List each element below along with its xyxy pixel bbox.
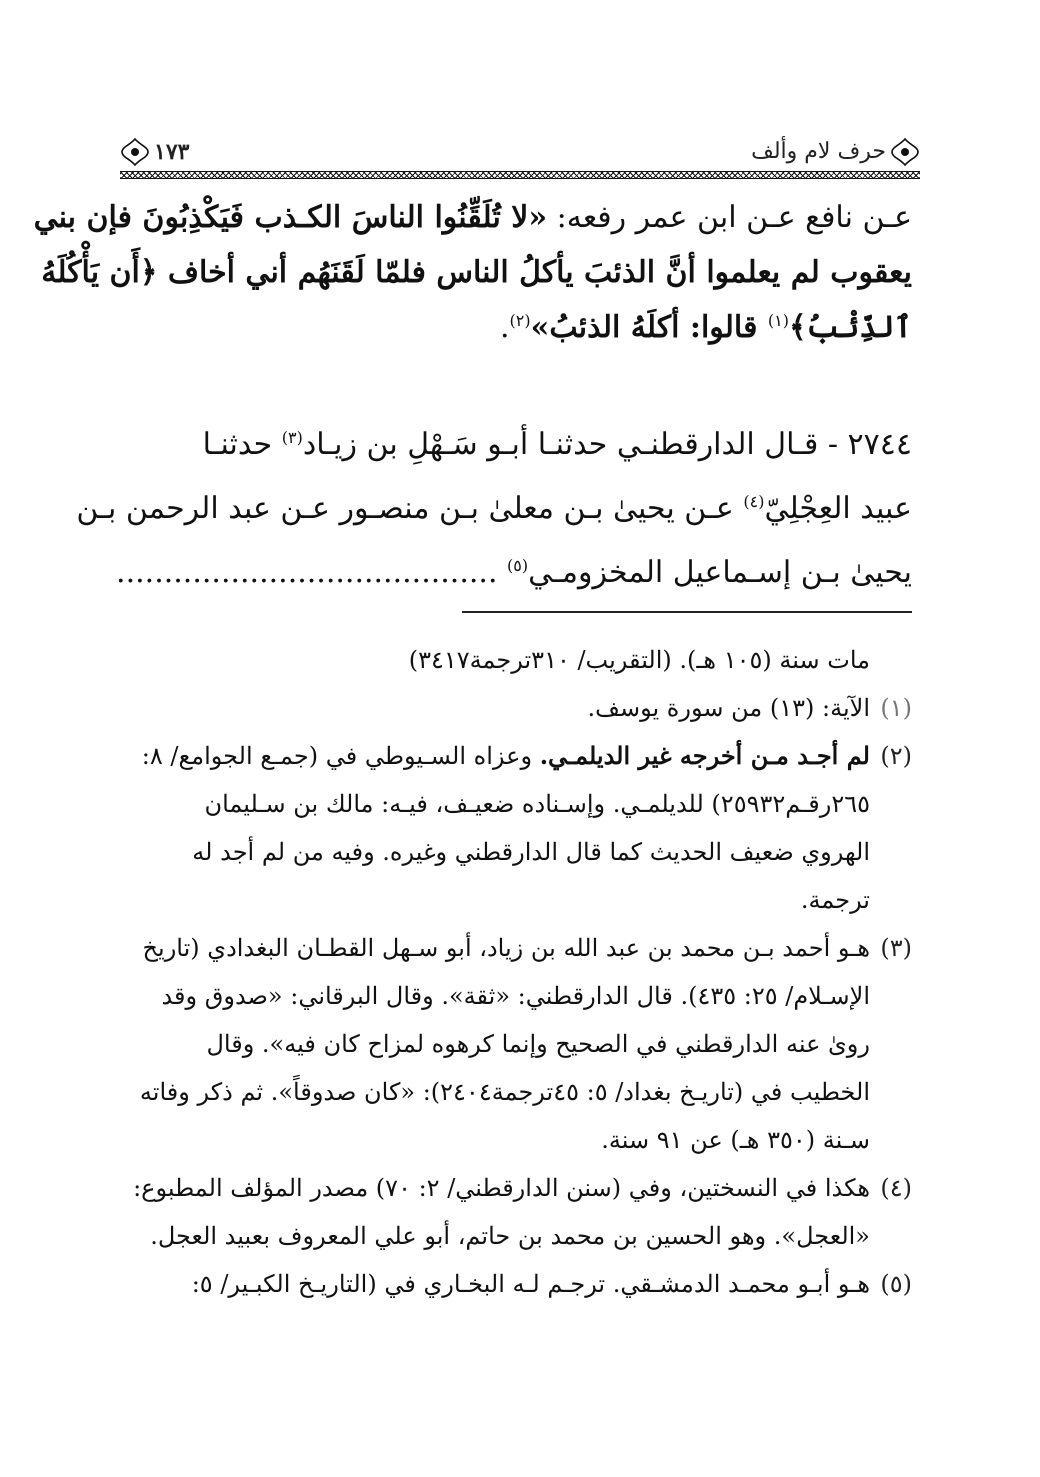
text-run: حدثنـا bbox=[202, 427, 282, 462]
text-line bbox=[76, 477, 912, 541]
footnote-text bbox=[132, 732, 870, 924]
chapter-title: حرف لام وألف bbox=[751, 139, 886, 164]
page-number: ١٧٣ bbox=[154, 139, 190, 165]
footnote-carryover bbox=[132, 636, 912, 684]
header-rule bbox=[120, 171, 920, 179]
footnote-ref: (١) bbox=[767, 311, 789, 330]
footnote-text: هـو أحمد بـن محمد بن عبد الله بن زياد، أبو سـهل القطـان البغدادي (تاريخ الإسـلام/ ٢٥: ٤٣٥). قال الدارقطني: «ثقة». وقال البرقاني: «صدوق وقد روىٰ عنه الدارقطني في الصحيح وإنما كرهوه لمزاح كان فيه». وقال الخطيب في (تاريـخ بغداد/ ٥: ٤٥ترجمة٢٤٠٤): «كان صدوقاً». ثم ذكر وفاته سـنة (٣٥٠ هـ) عن ٩١ سنة. bbox=[139, 934, 870, 1154]
footnote-4 bbox=[132, 1164, 912, 1260]
bold-run: «لا تُلَقِّنُوا الناسَ الكـذب فَيَكْذِبُونَ فإن بني bbox=[33, 200, 548, 235]
text-line: يعقوب لم يعلموا أنَّ الذئبَ يأكلُ الناس فلمّا لَقَنَهُم أني أخاف ﴿أَن يَأْكُلَهُ bbox=[41, 255, 912, 290]
footnote-ref: (٢) bbox=[509, 311, 531, 330]
footnote-1 bbox=[132, 684, 912, 732]
text-run: عبيد العِجْلِيّ bbox=[764, 491, 912, 526]
footnote-number: (٣) bbox=[880, 934, 912, 962]
text-run: . bbox=[499, 310, 510, 345]
footnote-ref: (٣) bbox=[281, 428, 303, 447]
hadith-paragraph-2 bbox=[76, 413, 912, 605]
bold-run: لم أجـد مـن أخرجه غير الديلمـي. bbox=[539, 741, 870, 770]
footnote-ref: (٥) bbox=[507, 556, 529, 575]
text-run: عـن نافع عـن ابن عمر رفعه: bbox=[547, 200, 912, 235]
footnote-text: الآية: (١٣) من سورة يوسف. bbox=[587, 694, 870, 722]
footnote-divider bbox=[462, 611, 912, 613]
footnote-number: (٢) bbox=[880, 742, 912, 770]
text-run: عـن يحيىٰ بـن معلىٰ بـن منصـور عـن عبد الرحمن بـن bbox=[76, 491, 744, 526]
footnote-3 bbox=[132, 924, 912, 1164]
text-run: وعزاه السـيوطي في (جمـع الجوامع/ ٨: ٢٦٥رقـم٢٥٩٣٢) للديلمـي. وإسـناده ضعيـف، فيـه: مالك بن سـليمان الهروي ضعيف الحديث كما قال الدارقطني وغيره. وفيه من لم أجد له ترجمة. bbox=[141, 742, 870, 914]
footnotes bbox=[132, 636, 912, 1308]
text-line bbox=[33, 190, 912, 245]
running-header bbox=[120, 135, 920, 177]
header-ornament-left-icon bbox=[120, 137, 150, 167]
text-run: يحيىٰ بـن إسـماعيل المخزومـي bbox=[528, 555, 912, 590]
footnote-number: (٥) bbox=[880, 1270, 912, 1298]
bold-run: قالوا: أكلَهُ الذئبُ» bbox=[530, 310, 768, 345]
text-line bbox=[132, 413, 912, 477]
footnote-ref: (٤) bbox=[743, 492, 765, 511]
footnote-number: (٤) bbox=[880, 1174, 912, 1202]
footnote-number: (١) bbox=[880, 694, 912, 722]
dotted-leader: ........................................ bbox=[116, 555, 508, 590]
footnote-text: مات سنة (١٠٥ هـ). (التقريب/ ٣١٠ترجمة٣٤١٧) bbox=[408, 646, 870, 674]
footnote-text: هكذا في النسختين، وفي (سنن الدارقطني/ ٢: ٧٠) مصدر المؤلف المطبوع: «العجل». وهو الحسين بن محمد بن حاتم، أبو علي المعروف بعبيد العجل. bbox=[133, 1174, 870, 1250]
hadith-paragraph-1 bbox=[33, 190, 912, 355]
bold-run: ٱلذِّئْبُ﴾ bbox=[788, 310, 912, 345]
text-run: ٢٧٤٤ - قـال الدارقطنـي حدثنـا أبـو سَـهْلِ بن زيـاد bbox=[302, 427, 912, 462]
text-line bbox=[132, 300, 912, 355]
footnote-5 bbox=[132, 1260, 912, 1308]
footnote-text: هـو أبـو محمـد الدمشـقي. ترجـم لـه البخـاري في (التاريـخ الكبـير/ ٥: bbox=[191, 1270, 870, 1298]
text-line bbox=[116, 541, 912, 605]
header-ornament-right-icon bbox=[890, 137, 920, 167]
footnote-2 bbox=[132, 732, 912, 924]
